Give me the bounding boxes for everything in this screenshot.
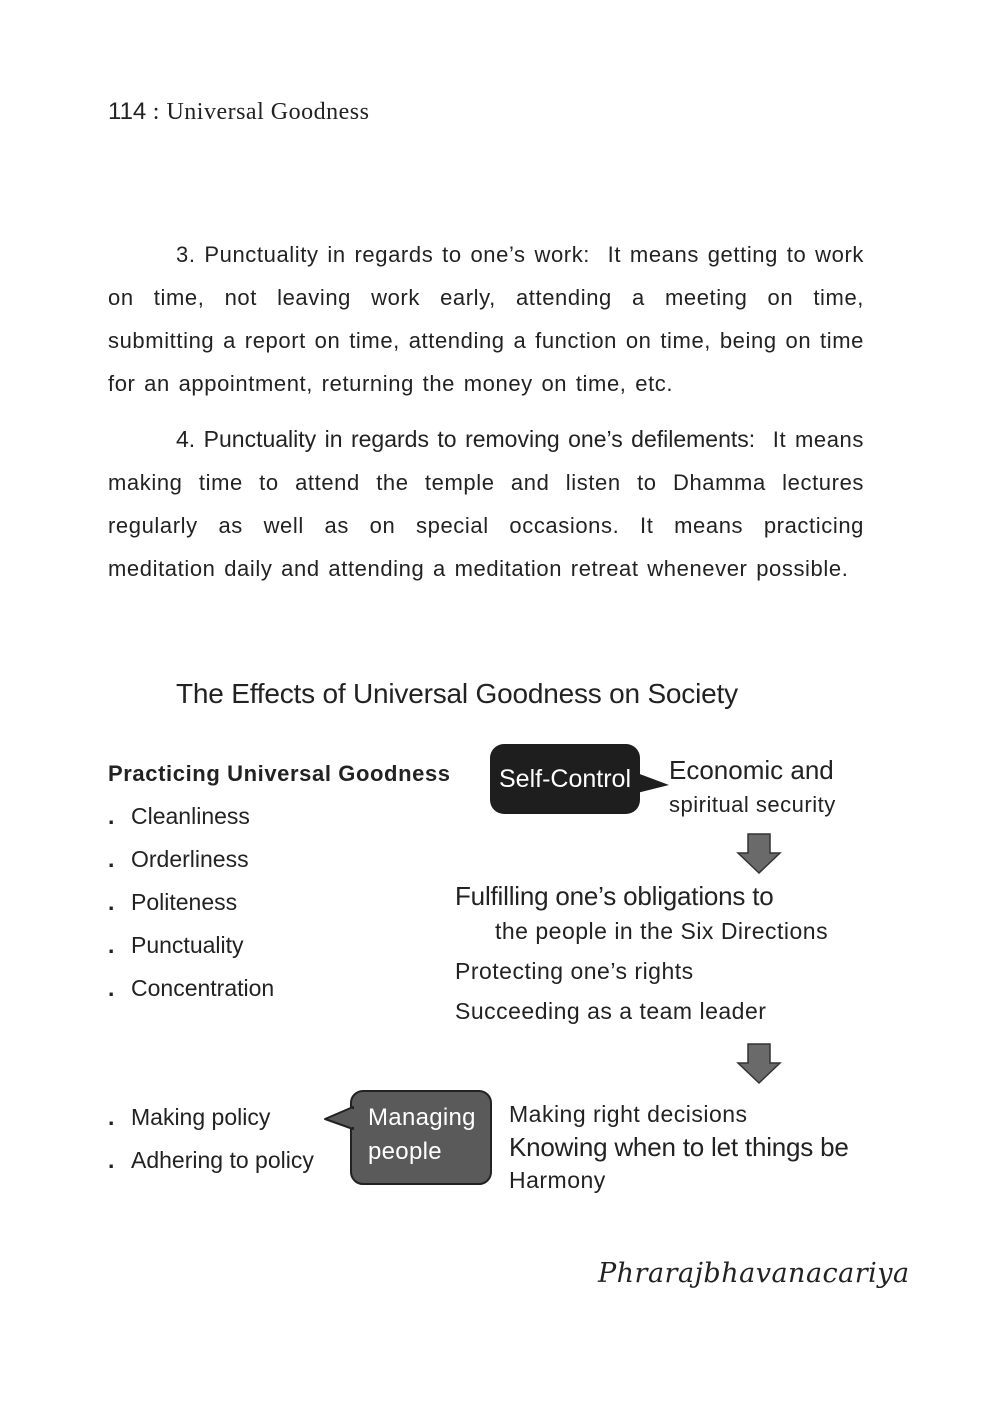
middle-result: Succeeding as a team leader [455,998,767,1024]
down-arrow-icon [736,1043,782,1085]
managing-result: Harmony [509,1167,606,1193]
section-title: The Effects of Universal Goodness on Society [176,678,738,709]
self-control-result: Economic and [669,755,834,785]
policy-item: . Making policy [108,1104,271,1130]
paragraph-3-body: It means getting to work on time, not leaving work early, attending a meeting on time, submitting a report on time, attending a function on time, being on time for an appointment, returning the money on time, etc. [108,242,864,396]
practice-item: . Punctuality [108,932,244,958]
page-number: 114 [108,98,147,125]
middle-result: Fulfilling one’s obligations to [455,881,774,911]
self-control-result: spiritual security [669,792,836,817]
paragraph-4-lead: 4. Punctuality in regards to removing one’s defilements: [176,426,756,452]
running-header [108,98,369,126]
managing-result: Making right decisions [509,1101,748,1127]
author-signature: Phrarajbhavanacariya [598,1258,910,1289]
paragraph-3-lead: 3. Punctuality in regards to one’s work: [176,242,591,267]
header-separator: : [146,99,167,125]
practice-heading: Practicing Universal Goodness [108,761,451,786]
paragraph-4 [108,418,864,590]
managing-result: Knowing when to let things be [509,1132,849,1162]
book-title: Universal Goodness [166,99,370,125]
practice-item: . Orderliness [108,846,249,872]
paragraph-4-body: It means making time to attend the temple and listen to Dhamma lectures regularly as well as on special occasions. It means practicing meditation daily and attending a meditation retreat whenever possible. [108,427,864,581]
middle-result: Protecting one’s rights [455,958,694,984]
practice-item: . Politeness [108,889,238,915]
practice-item: . Cleanliness [108,803,250,829]
down-arrow-icon [736,833,782,875]
practice-item: . Concentration [108,975,275,1001]
managing-label: people [368,1138,442,1165]
middle-result: the people in the Six Directions [495,918,829,944]
policy-item: . Adhering to policy [108,1147,314,1173]
paragraph-3 [108,233,864,405]
self-control-label: Self-Control [499,764,631,793]
managing-label: Managing [368,1104,476,1131]
